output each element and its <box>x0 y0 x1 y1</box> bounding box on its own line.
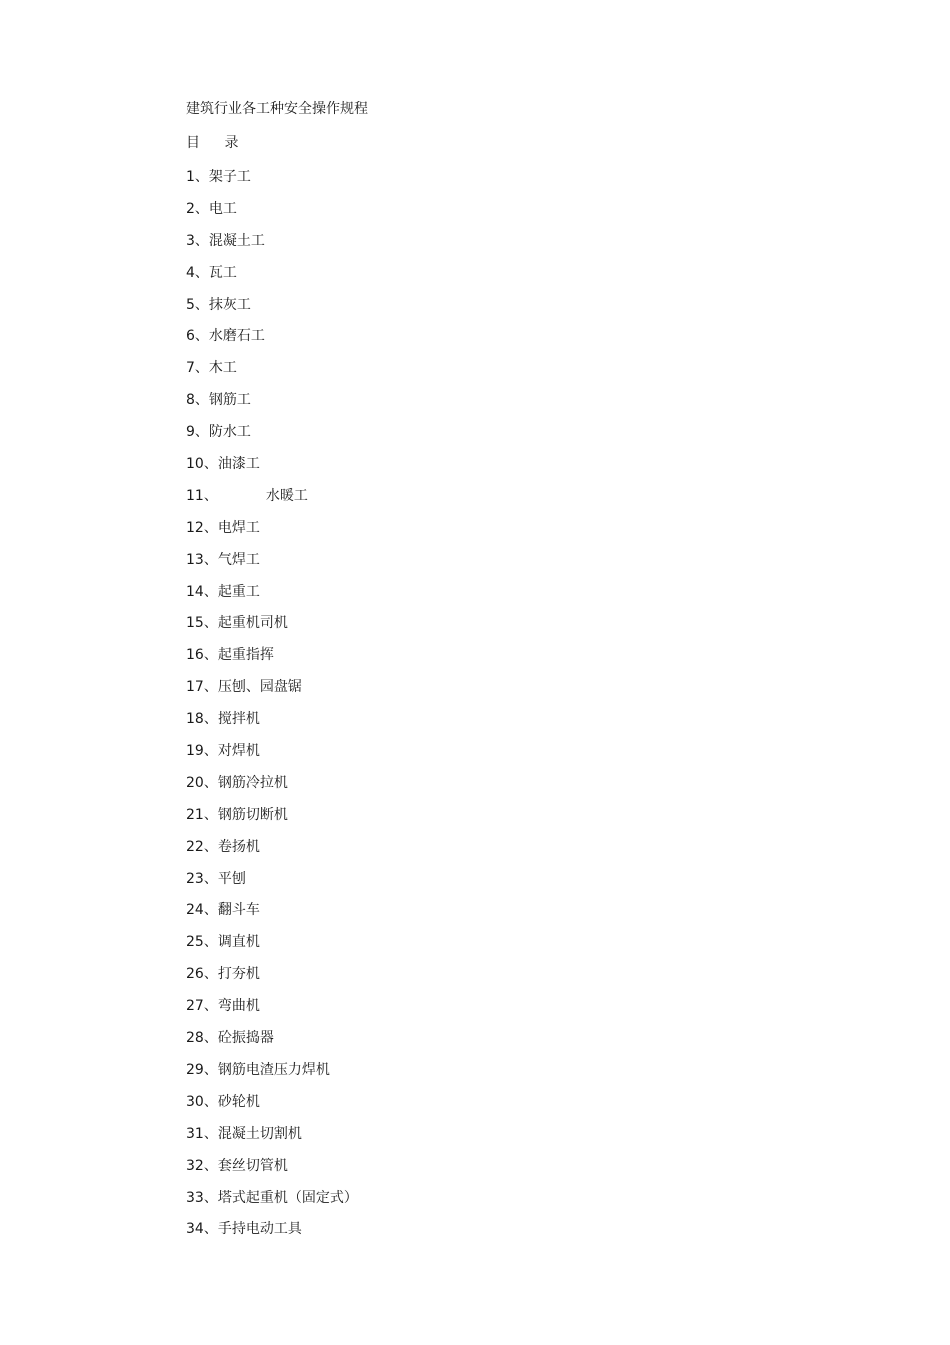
toc-item-label: 砼振捣器 <box>217 1030 274 1047</box>
toc-item-number: 24、 <box>186 902 218 919</box>
toc-item <box>186 868 786 890</box>
toc-item-number: 28、 <box>186 1030 218 1047</box>
toc-item-label: 对焊机 <box>217 743 260 760</box>
toc-item-number: 17、 <box>186 679 218 696</box>
toc-item-label: 搅拌机 <box>217 711 260 728</box>
toc-item-label: 手持电动工具 <box>217 1221 302 1238</box>
toc-item-label: 钢筋电渣压力焊机 <box>217 1061 330 1078</box>
toc-item <box>186 230 786 252</box>
toc-item-label: 打夯机 <box>217 966 260 983</box>
toc-item-label: 油漆工 <box>217 456 260 473</box>
toc-item-number: 6、 <box>186 328 209 345</box>
toc-item-number: 32、 <box>186 1157 218 1174</box>
toc-item-label: 调直机 <box>217 934 260 951</box>
toc-item <box>186 357 786 379</box>
toc-item-label: 弯曲机 <box>217 998 260 1015</box>
toc-item <box>186 740 786 762</box>
toc-item-label: 平刨 <box>217 870 246 887</box>
toc-item <box>186 995 786 1017</box>
toc-item-number: 3、 <box>186 232 209 249</box>
toc-item <box>186 453 786 475</box>
toc-item-number: 7、 <box>186 360 209 377</box>
toc-item <box>186 262 786 284</box>
toc-item <box>186 581 786 603</box>
toc-item-number: 26、 <box>186 966 218 983</box>
toc-item-label: 水暖工 <box>265 487 308 504</box>
toc-item <box>186 1027 786 1049</box>
toc-item-label: 塔式起重机（固定式） <box>217 1189 358 1206</box>
toc-item <box>186 1123 786 1145</box>
toc-item <box>186 166 786 188</box>
toc-item-label: 钢筋切断机 <box>217 806 288 823</box>
toc-item <box>186 963 786 985</box>
toc-item-number: 22、 <box>186 838 218 855</box>
toc-item-label: 混凝土工 <box>208 232 265 249</box>
toc-item <box>186 294 786 316</box>
toc-item-label: 起重工 <box>217 583 260 600</box>
toc-item-number: 11、 <box>186 487 218 504</box>
toc-item-number: 21、 <box>186 806 218 823</box>
toc-item <box>186 198 786 220</box>
toc-item <box>186 644 786 666</box>
toc-item-label: 架子工 <box>208 169 251 185</box>
toc-item <box>186 708 786 730</box>
toc-item-label: 钢筋冷拉机 <box>217 774 288 791</box>
toc-item-label: 压刨、园盘锯 <box>217 679 302 696</box>
toc-item-label: 砂轮机 <box>217 1093 260 1110</box>
toc-item-number: 14、 <box>186 583 218 600</box>
toc-item-label: 电工 <box>208 200 237 217</box>
toc-item-label: 套丝切管机 <box>217 1157 288 1174</box>
toc-item-number: 34、 <box>186 1221 218 1238</box>
toc-item <box>186 485 786 507</box>
toc-item-label: 钢筋工 <box>208 392 251 409</box>
toc-item <box>186 836 786 858</box>
toc-item-label: 水磨石工 <box>208 328 265 345</box>
toc-item-label: 电焊工 <box>217 519 260 536</box>
toc-item-label: 气焊工 <box>217 551 260 568</box>
toc-item <box>186 421 786 443</box>
toc-item-label: 卷扬机 <box>217 838 260 855</box>
toc-item-number: 19、 <box>186 743 218 760</box>
toc-item-label: 起重指挥 <box>217 647 274 664</box>
toc-heading: 目 录 <box>186 135 249 151</box>
toc-item-label: 瓦工 <box>208 264 237 281</box>
toc-item-number: 16、 <box>186 647 218 664</box>
toc-item-number: 31、 <box>186 1125 218 1142</box>
toc-item-number: 18、 <box>186 711 218 728</box>
toc-item <box>186 676 786 698</box>
toc-item <box>186 1091 786 1113</box>
toc-item <box>186 931 786 953</box>
toc-item-number: 13、 <box>186 551 218 568</box>
toc-item-number: 8、 <box>186 392 209 409</box>
toc-item <box>186 517 786 539</box>
toc-item-label: 翻斗车 <box>217 902 260 919</box>
document-page <box>186 98 786 1250</box>
toc-item <box>186 804 786 826</box>
toc-item-label: 木工 <box>208 360 237 377</box>
toc-item <box>186 1155 786 1177</box>
document-title: 建筑行业各工种安全操作规程 <box>186 101 368 117</box>
toc-item <box>186 549 786 571</box>
toc-item-label: 防水工 <box>208 424 251 441</box>
toc-item <box>186 772 786 794</box>
toc-item-number: 10、 <box>186 456 218 473</box>
toc-item-number: 25、 <box>186 934 218 951</box>
toc-item <box>186 1218 786 1240</box>
toc-item-label: 抹灰工 <box>208 296 251 313</box>
toc-item-number: 30、 <box>186 1093 218 1110</box>
toc-item-number: 23、 <box>186 870 218 887</box>
toc-item-number: 5、 <box>186 296 209 313</box>
toc-item-number: 15、 <box>186 615 218 632</box>
toc-item <box>186 389 786 411</box>
toc-item-number: 33、 <box>186 1189 218 1206</box>
toc-item-number: 20、 <box>186 774 218 791</box>
toc-list <box>186 166 786 1240</box>
toc-item <box>186 1059 786 1081</box>
toc-item-number: 12、 <box>186 519 218 536</box>
toc-item-label: 混凝土切割机 <box>217 1125 302 1142</box>
toc-item-number: 29、 <box>186 1061 218 1078</box>
toc-item-number: 1、 <box>186 169 209 185</box>
toc-item-number: 27、 <box>186 998 218 1015</box>
toc-item-label: 起重机司机 <box>217 615 288 632</box>
toc-item-number: 2、 <box>186 200 209 217</box>
toc-item <box>186 1187 786 1209</box>
toc-item-number: 4、 <box>186 264 209 281</box>
toc-item <box>186 899 786 921</box>
toc-item <box>186 612 786 634</box>
toc-item-number: 9、 <box>186 424 209 441</box>
toc-item <box>186 325 786 347</box>
